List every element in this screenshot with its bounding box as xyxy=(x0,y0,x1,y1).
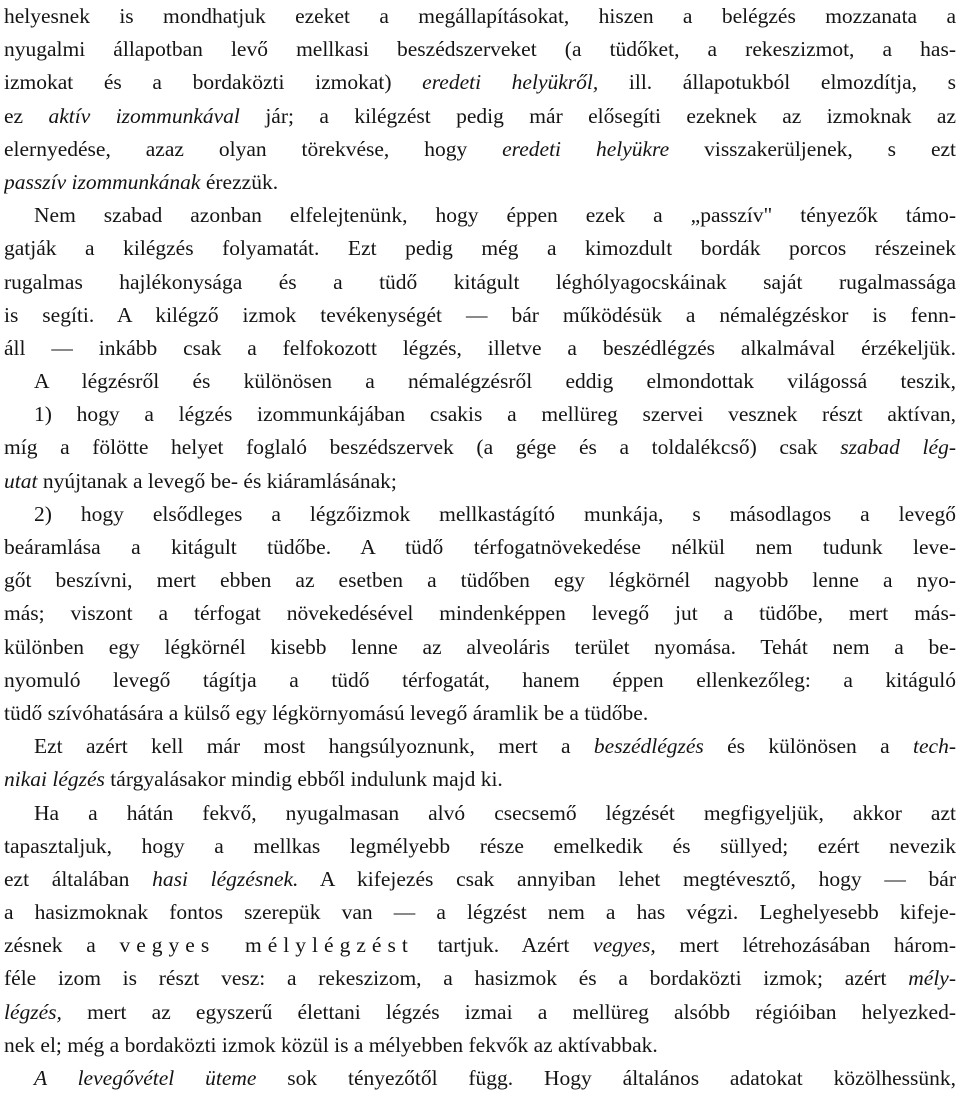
text-line-rich: nikai légzés tárgyalásakor mindig ebből indulunk majd ki. xyxy=(4,767,503,792)
text-line xyxy=(4,66,956,99)
text-line: gőt beszívni, mert ebben az esetben a tüdőben egy légkörnél nagyobb lenne a nyo- xyxy=(4,568,956,593)
list-item-line: 2) hogy elsődleges a légzőizmok mellkastágító munkája, s másodlagos a levegő xyxy=(34,501,956,526)
text-line: nyomuló levegő tágítja a tüdő térfogatát, hanem éppen ellenkezőleg: a kitáguló xyxy=(4,667,956,692)
text-line-rich: zésnek a vegyes mélylégzést tartjuk. Azért vegyes, mert létrehozásában három- xyxy=(4,933,956,958)
list-item-line: 1) hogy a légzés izommunkájában csakis a mellüreg szervei vesznek részt aktívan, xyxy=(34,402,956,427)
text-line xyxy=(4,996,956,1029)
text-line-rich: míg a fölötte helyet foglaló beszédszervek (a gége és a toldalékcső) csak szabad lég- xyxy=(4,435,956,460)
paragraph-start-line: A légzésről és különösen a némalégzésről eddig elmondottak világossá teszik, xyxy=(34,369,956,394)
text-line xyxy=(4,100,956,133)
text-line: tapasztaljuk, hogy a mellkas legmélyebb része emelkedik és süllyed; ezért nevezik xyxy=(4,833,956,858)
text-line-rich: féle izom is részt vesz: a rekeszizom, a hasizmok és a bordaközti izmok; azért mély- xyxy=(4,966,956,991)
text-line-rich: utat nyújtanak a levegő be- és kiáramlásának; xyxy=(4,468,397,493)
text-line xyxy=(4,863,956,896)
text-line-rich: légzés, mert az egyszerű élettani légzés izmai a mellüreg alsóbb régióiban helyezked- xyxy=(4,999,956,1024)
text-line xyxy=(4,929,956,962)
text-line-rich: passzív izommunkának érezzük. xyxy=(4,169,279,194)
text-line xyxy=(4,465,956,498)
text-line: áll — inkább csak a felfokozott légzés, illetve a beszédlégzés alkalmával érzékeljük. xyxy=(4,335,956,360)
text-line-rich: A levegővétel üteme sok tényezőtől függ. Hogy általános adatokat közölhessünk, xyxy=(34,1066,956,1090)
text-line-rich: izmokat és a bordaközti izmokat) eredeti helyükről, ill. állapotukból elmozdítja, s xyxy=(4,70,956,95)
text-line: különben egy légkörnél kisebb lenne az alveoláris terület nyomása. Tehát nem a be- xyxy=(4,634,956,659)
text-line: rugalmas hajlékonysága és a tüdő kitágult léghólyagocskáinak saját rugalmassága xyxy=(4,269,956,294)
text-line: gatják a kilégzés folyamatát. Ezt pedig még a kimozdult bordák porcos részeinek xyxy=(4,236,956,261)
text-line-rich: ez aktív izommunkával jár; a kilégzést pedig már elősegíti ezeknek az izmoknak az xyxy=(4,103,956,128)
text-line: nyugalmi állapotban levő mellkasi beszédszerveket (a tüdőket, a rekeszizmot, a has- xyxy=(4,37,956,62)
text-line-rich: ezt általában hasi légzésnek. A kifejezés csak annyiban lehet megtévesztő, hogy — bár xyxy=(4,866,956,891)
text-line-rich: Ezt azért kell már most hangsúlyoznunk, mert a beszédlégzés és különösen a tech- xyxy=(34,734,956,759)
text-line: nek el; még a bordaközti izmok közül is a mélyebben fekvők az aktívabbak. xyxy=(4,1032,658,1057)
text-line: tüdő szívóhatására a külső egy légkörnyomású levegő áramlik be a tüdőbe. xyxy=(4,700,649,725)
text-line xyxy=(4,166,956,199)
paragraph-start-line xyxy=(4,1062,956,1095)
paragraph-start-line: Ha a hátán fekvő, nyugalmasan alvó csecsemő légzését megfigyeljük, akkor azt xyxy=(34,800,956,825)
text-line-rich: elernyedése, azaz olyan törekvése, hogy eredeti helyükre visszakerüljenek, s ezt xyxy=(4,136,956,161)
text-line: beáramlása a kitágult tüdőbe. A tüdő térfogatnövekedése nélkül nem tudunk leve- xyxy=(4,535,956,559)
text-line xyxy=(4,431,956,464)
paragraph-start-line xyxy=(4,730,956,763)
text-line: is segíti. A kilégző izmok tevékenységét — bár működésük a némalégzéskor is fenn- xyxy=(4,302,956,327)
text-line: a hasizmoknak fontos szerepük van — a légzést nem a has végzi. Leghelyesebb kifeje- xyxy=(4,900,956,925)
text-line: helyesnek is mondhatjuk ezeket a megállapításokat, hiszen a belégzés mozzanata a xyxy=(4,4,956,28)
text-line: más; viszont a térfogat növekedésével mindenképpen levegő jut a tüdőbe, mert más- xyxy=(4,601,956,626)
paragraph-start-line: Nem szabad azonban elfelejtenünk, hogy éppen ezek a „passzív" tényezők támo- xyxy=(34,203,956,228)
text-line xyxy=(4,133,956,166)
text-line xyxy=(4,763,956,796)
text-line xyxy=(4,962,956,995)
